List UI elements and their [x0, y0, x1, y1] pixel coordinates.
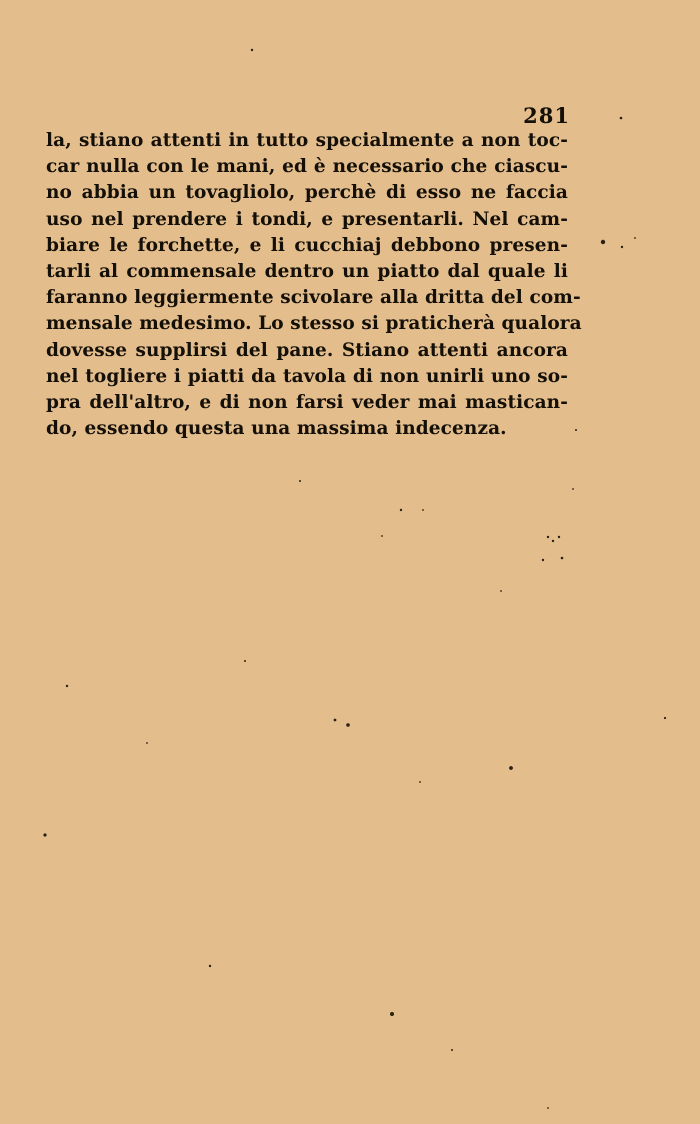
text-line: la, stiano attenti in tutto specialmente a non toc- [46, 130, 568, 151]
text-line: do, essendo questa una massima indecenza. [46, 418, 507, 440]
text-line: dovesse supplirsi del pane. Stiano attenti ancora [46, 339, 568, 361]
body-text [46, 128, 582, 442]
text-line: uso nel prendere i tondi, e presentarli. Nel cam- [46, 208, 568, 230]
text-line: tarli al commensale dentro un piatto dal quale li [46, 260, 568, 282]
text-line: mensale medesimo. Lo stesso si praticherà qualora [46, 313, 582, 335]
text-line: biare le forchette, e li cucchiaj debbono presen- [46, 234, 568, 256]
text-line: faranno leggiermente scivolare alla dritta del com- [46, 287, 581, 309]
text-line: car nulla con le mani, ed è necessario che ciascu- [46, 156, 568, 178]
text-line: no abbia un tovagliolo, perchè di esso ne faccia [46, 182, 568, 204]
page-number: 281 [523, 103, 570, 128]
text-line: pra dell'altro, e di non farsi veder mai mastican- [46, 391, 568, 413]
text-line: nel togliere i piatti da tavola di non unirli uno so- [46, 365, 568, 387]
